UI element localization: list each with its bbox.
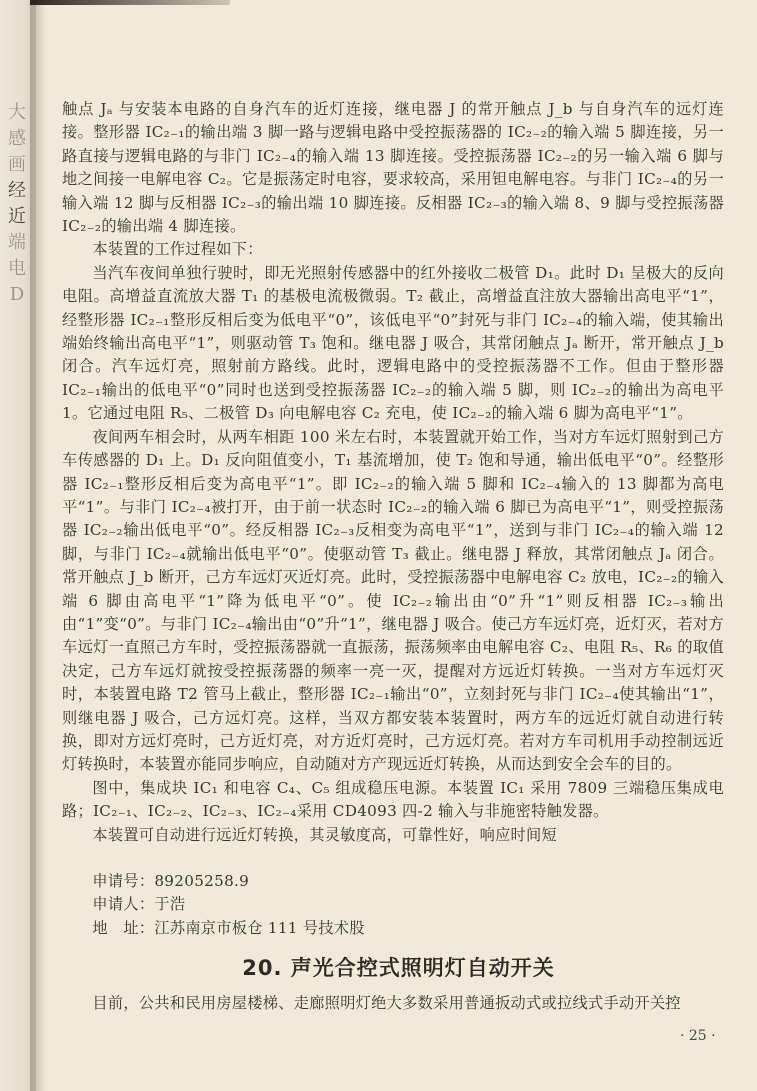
edge-char: 端 xyxy=(8,232,26,253)
application-number-value: 89205258.9 xyxy=(154,872,250,890)
section-heading: 20. 声光合控式照明灯自动开关 xyxy=(242,956,555,980)
patent-info xyxy=(62,870,724,940)
facing-page-characters xyxy=(2,100,32,308)
edge-char: D xyxy=(9,284,25,305)
edge-char: 大 xyxy=(8,102,26,123)
section-first-line: 目前，公共和民用房屋楼梯、走廊照明灯绝大多数采用普通扳动式或拉线式手动开关控 xyxy=(92,994,681,1012)
edge-char: 近 xyxy=(8,206,26,227)
top-edge-shadow xyxy=(30,0,230,5)
applicant-value: 于浩 xyxy=(154,895,186,914)
address-label: 地 址： xyxy=(92,918,155,937)
edge-char: 经 xyxy=(8,180,26,201)
application-number xyxy=(92,870,724,893)
address-value: 江苏南京市板仓 111 号技术股 xyxy=(154,918,365,937)
binding-shadow xyxy=(30,0,46,1091)
edge-char: 电 xyxy=(8,258,26,279)
body-text xyxy=(62,98,724,940)
paragraph-single-driving: 当汽车夜间单独行驶时，即无光照射传感器中的红外接收二极管 D₁。此时 D₁ 呈极大的反向电阻。高增益直流放大器 T₁ 的基极电流极微弱。T₂ 截止，高增益直注放大器输出高电平“1”，经整形器 IC₂₋₁整形反相后变为低电平“0”，该低电平“0”封死与非门 IC₂₋₄的输入端，使其输出端始终输出高电平“1”，则驱动管 T₃ 饱和。继电器 J 吸合，其常闭触点 Jₐ 断开，常开触点 J_b 闭合。汽车远灯亮，照射前方路线。此时，逻辑电路中的受控振荡器不工作。但由于整形器 IC₂₋₁输出的低电平“0”同时也送到受控振荡器 IC₂₋₂的输入端 5 脚，则 IC₂₋₂的输出为高电平 1。它通过电阻 R₅、二极管 D₃ 向电解电容 C₂ 充电，使 IC₂₋₂的输入端 6 脚为高电平“1”。 xyxy=(62,263,724,423)
application-number-label: 申请号： xyxy=(92,872,155,890)
paragraph-summary: 本装置可自动进行远近灯转换，其灵敏度高，可靠性好，响应时间短 xyxy=(92,825,558,844)
paragraph-process-intro: 本装置的工作过程如下： xyxy=(92,240,263,259)
applicant-label: 申请人： xyxy=(92,895,155,914)
applicant xyxy=(92,893,724,916)
address xyxy=(92,917,724,940)
book-page xyxy=(40,0,757,1091)
paragraph-two-cars-meeting: 夜间两车相会时，从两车相距 100 米左右时，本装置就开始工作，当对方车远灯照射到己方车传感器的 D₁ 上。D₁ 反向阻值变小，T₁ 基流增加，使 T₂ 饱和导通，输出低电平“0”。经整形器 IC₂₋₁整形反相后变为高电平“1”。即 IC₂₋₂的输入端 5 脚和 IC₂₋₄输入的 13 脚都为高电平“1”。与非门 IC₂₋₄被打开，由于前一状态时 IC₂₋₂的输入端 6 脚已为高电平“1”，则受控振荡器 IC₂₋₂输出低电平“0”。经反相器 IC₂₋₃反相变为高电平“1”，送到与非门 IC₂₋₄的输入端 12 脚，与非门 IC₂₋₄就输出低电平“0”。使驱动管 T₃ 截止。继电器 J 释放，其常闭触点 Jₐ 闭合。常开触点 J_b 断开，己方车远灯灭近灯亮。此时，受控振荡器中电解电容 C₂ 放电，IC₂₋₂的输入端 6 脚由高电平“1”降为低电平“0”。使 IC₂₋₂输出由“0”升“1”则反相器 IC₂₋₃输出由“1”变“0”。与非门 IC₂₋₄输出由“0”升“1”，继电器 J 吸合。使己方车远灯亮，近灯灭，若对方车远灯一直照己方车时，受控振荡器就一直振荡，振荡频率由电解电容 C₂、电阻 R₅、R₆ 的取值决定，己方车远灯就按受控振荡器的频率一亮一灭，提醒对方远近灯转换。一当对方车远灯灭时，本装置电路 T2 管马上截止，整形器 IC₂₋₁输出“0”，立刻封死与非门 IC₂₋₄使其输出“1”，则继电器 J 吸合，己方远灯亮。这样，当双方都安装本装置时，两方车的远近灯就自动进行转换，即对方远灯亮时，己方近灯亮，对方近灯亮时，己方远灯亮。若对方车司机用手动控制远近灯转换时，本装置亦能同步响应，自动随对方产现远近灯转换，从而达到安全会车的目的。 xyxy=(62,427,724,774)
edge-char: 感 xyxy=(8,128,26,149)
paragraph-power-supply: 图中，集成块 IC₁ 和电容 C₄、C₅ 组成稳压电源。本装置 IC₁ 采用 7809 三端稳压集成电路；IC₂₋₁、IC₂₋₂、IC₂₋₃、IC₂₋₄采用 CD4093 四-2 输入与非施密特触发器。 xyxy=(62,778,724,821)
page-number: · 25 · xyxy=(680,1028,716,1044)
paragraph-continued: 触点 Jₐ 与安装本电路的自身汽车的近灯连接，继电器 J 的常开触点 J_b 与自身汽车的远灯连接。整形器 IC₂₋₁的输出端 3 脚一路与逻辑电路中受控振荡器的 IC₂₋₂的输入端 5 脚连接，另一路直接与逻辑电路的与非门 IC₂₋₄的输入端 13 脚连接。受控振荡器 IC₂₋₂的另一输入端 6 脚与地之间接一电解电容 C₂。它是振荡定时电容，要求较高，采用钽电解电容。与非门 IC₂₋₄的另一输入端 12 脚与反相器 IC₂₋₃的输出端 10 脚连接。反相器 IC₂₋₃的输入端 8、9 脚与受控振荡器 IC₂₋₂的输出端 4 脚连接。 xyxy=(62,100,724,236)
edge-char: 画 xyxy=(8,154,26,175)
